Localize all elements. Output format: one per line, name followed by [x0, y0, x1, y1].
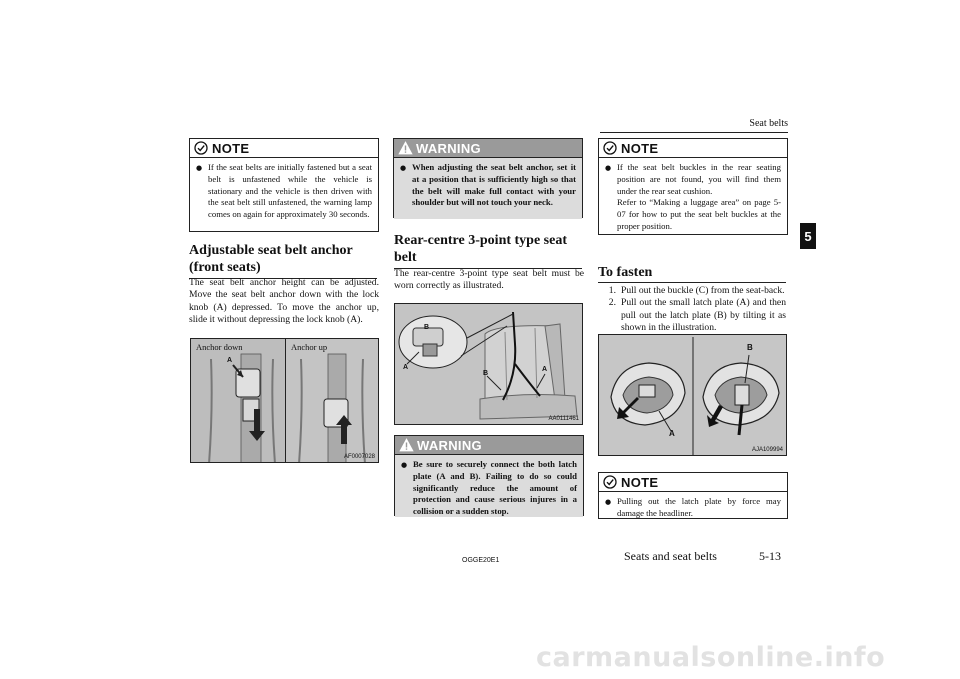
fasten-illustration — [599, 335, 787, 456]
heading-text: To fasten — [598, 265, 653, 280]
figure-code: AF0007028 — [343, 454, 375, 460]
heading-text: Adjustable seat belt anchor (front seats) — [189, 243, 353, 275]
fasten-figure — [598, 334, 787, 456]
note-label: NOTE — [212, 140, 250, 156]
marker-a-seat: A — [542, 366, 548, 373]
footer-page-number: 5-13 — [759, 549, 781, 563]
step-number: 1. — [608, 285, 616, 296]
warning-icon — [398, 141, 413, 155]
label-anchor-down: Anchor down — [196, 342, 243, 352]
chapter-tab — [800, 223, 816, 249]
step-item — [598, 285, 786, 297]
warning-label: WARNING — [416, 140, 481, 156]
heading-rule — [598, 282, 786, 283]
rear-centre-paragraph: The rear-centre 3-point type seat belt must be worn correctly as illustrated. — [394, 268, 584, 292]
note-label: NOTE — [621, 474, 659, 490]
bullet-icon: ● — [605, 164, 612, 172]
warning-text: When adjusting the seat belt anchor, set it at a position that is sufficiently high so that the belt will make full contact with your shoulder but will not touch your neck. — [412, 162, 576, 208]
marker-a: A — [227, 357, 233, 364]
note-box-1 — [189, 138, 379, 232]
section-heading-anchor — [189, 242, 379, 279]
section-title: Seat belts — [749, 118, 788, 129]
warning-box-1 — [393, 138, 583, 218]
note-header — [190, 139, 378, 158]
bullet-icon: ● — [605, 498, 612, 506]
section-heading-rear-centre — [394, 232, 584, 269]
marker-b: B — [747, 343, 753, 352]
fasten-steps — [598, 285, 786, 335]
note-text-a: If the seat belt buckles in the rear seating position are not found, you will find them under the rear seat cushion. — [617, 162, 781, 196]
note-icon — [603, 475, 617, 489]
note-label: NOTE — [621, 140, 659, 156]
warning-label: WARNING — [417, 437, 482, 453]
anchor-paragraph: The seat belt anchor height can be adjusted. Move the seat belt anchor down with the lock knob (A) depressed. To move the anchor up, slide it without depressing the lock knob (A). — [189, 277, 379, 326]
note-header — [599, 473, 787, 492]
note-text-b: Refer to “Making a luggage area” on page 5-07 for how to put the seat belt buckles at the proper position. — [617, 197, 781, 231]
marker-a-inset: A — [403, 364, 409, 371]
anchor-figure — [190, 338, 379, 463]
marker-b-seat: B — [483, 370, 489, 377]
note-icon — [603, 141, 617, 155]
footer-code: OGGE20E1 — [462, 557, 500, 564]
step-item — [598, 297, 786, 334]
bullet-icon: ● — [400, 164, 407, 172]
heading-text: Rear-centre 3-point type seat belt — [394, 233, 568, 265]
note-box-3 — [598, 472, 788, 519]
bullet-icon: ● — [401, 461, 408, 469]
marker-b-inset: B — [424, 324, 430, 331]
note-box-2 — [598, 138, 788, 235]
step-number: 2. — [608, 297, 616, 309]
note-text: Pulling out the latch plate by force may damage the headliner. — [617, 496, 781, 518]
rear-centre-illustration — [395, 304, 583, 425]
warning-header — [394, 139, 582, 158]
watermark-logo: carmanualsonline.info — [536, 642, 886, 673]
label-anchor-up: Anchor up — [291, 342, 328, 352]
rear-centre-figure — [394, 303, 583, 425]
chapter-tab-number: 5 — [804, 228, 812, 244]
warning-text: Be sure to securely connect the both latch plate (A and B). Failing to do so could significantly reduce the amount of protection and cause serious injures in a collision or a sudden stop. — [413, 459, 577, 517]
figure-code: AJA109994 — [751, 447, 783, 453]
header-rule — [600, 132, 788, 133]
footer-chapter-name: Seats and seat belts — [624, 549, 717, 563]
warning-header — [395, 436, 583, 455]
warning-icon — [399, 438, 414, 452]
bullet-icon: ● — [196, 164, 203, 172]
warning-box-2 — [394, 435, 584, 516]
marker-a: A — [669, 429, 675, 438]
step-text: Pull out the buckle (C) from the seat-back. — [621, 285, 785, 296]
note-icon — [194, 141, 208, 155]
section-heading-to-fasten — [598, 264, 788, 283]
anchor-illustration — [191, 339, 379, 463]
figure-code: AA0111461 — [548, 416, 579, 422]
note-text: If the seat belts are initially fastened but a seat belt is unfastened while the vehicle is stationary and the vehicle is then driven with the seat belt still unfastened, the warning lamp comes on again for approximately 30 seconds. — [208, 162, 372, 220]
step-text: Pull out the small latch plate (A) and then pull out the latch plate (B) by tilting it as shown in the illustration. — [621, 297, 786, 334]
note-header — [599, 139, 787, 158]
